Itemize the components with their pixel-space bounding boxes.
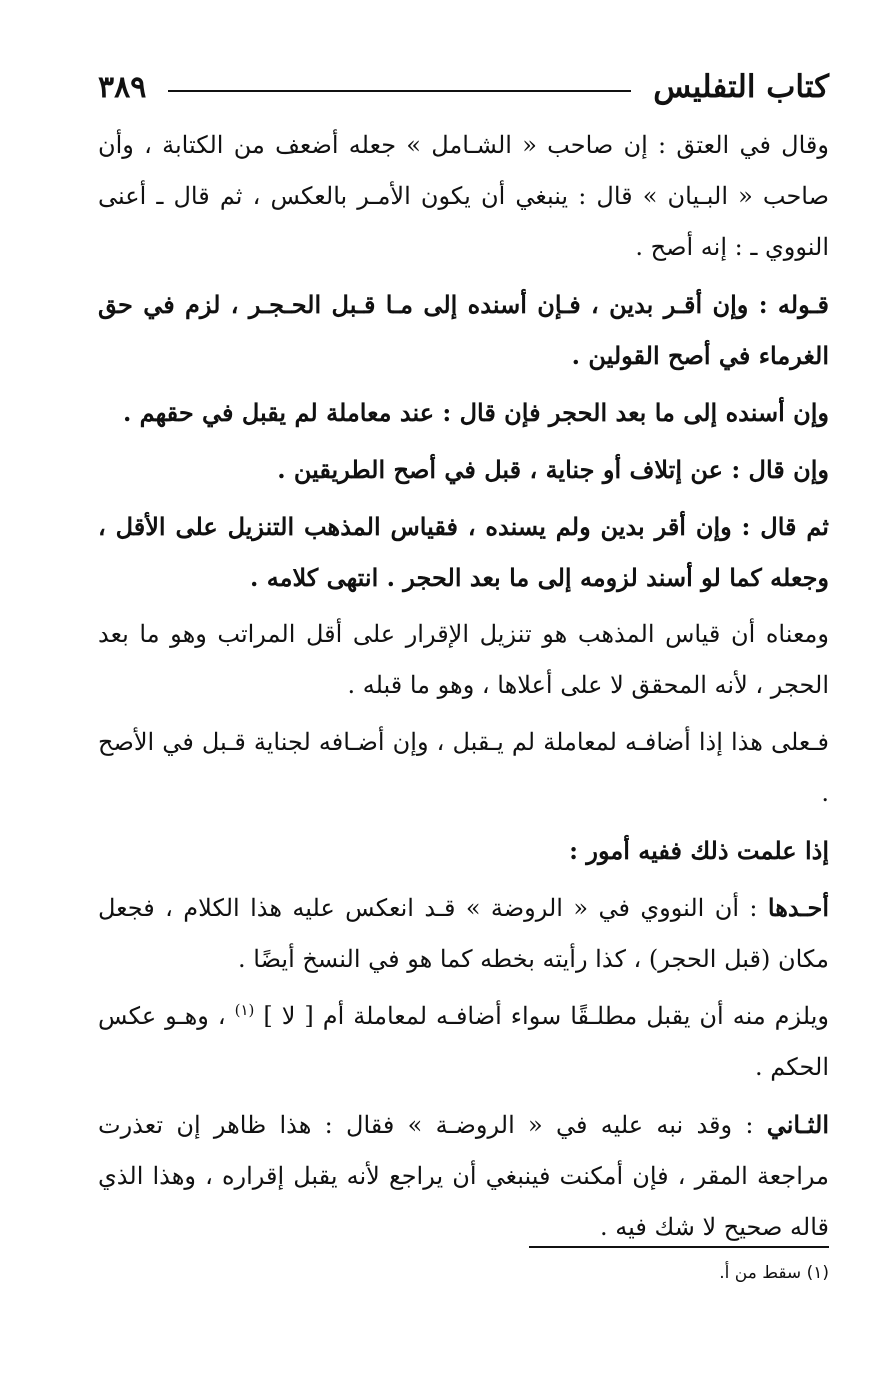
paragraph-text: ثم قال : وإن أقر بدين ولم يسنده ، فقياس المذهب التنزيل على الأقل ، وجعله كما لو أسند لزومه إلى ما بعد الحجر . انتهى كلامه . xyxy=(98,512,829,592)
paragraph-8 xyxy=(98,825,829,876)
paragraph-text: : وقد نبه عليه في « الروضـة » فقال : هذا ظاهر إن تعذرت مراجعة المقر ، فإن أمكنت فينبغي أن يراجع لأنه يقبل إقراره ، وهذا الذي قاله صحيح لا شك فيه . xyxy=(98,1111,829,1241)
paragraph-text: إذا علمت ذلك ففيه أمور : xyxy=(569,836,829,865)
paragraph-3 xyxy=(98,387,829,438)
paragraph-text: وإن أسنده إلى ما بعد الحجر فإن قال : عند معاملة لم يقبل في حقهم . xyxy=(122,398,829,427)
paragraph-text: ويلزم منه أن يقبل مطلـقًا سواء أضافـه لمعاملة أم [ لا ] xyxy=(254,1002,829,1030)
running-title: كتاب التفليس xyxy=(653,69,829,105)
paragraph-2 xyxy=(98,279,829,381)
paragraph-11 xyxy=(98,1099,829,1253)
paragraph-10 xyxy=(98,991,829,1093)
paragraph-text: ومعناه أن قياس المذهب هو تنزيل الإقرار على أقل المراتب وهو ما بعد الحجر ، لأنه المحقق لا على أعلاها ، وهو ما قبله . xyxy=(98,620,829,699)
footnote: (١) سقط من أ. xyxy=(719,1263,829,1283)
header-rule xyxy=(168,90,631,92)
paragraph-9 xyxy=(98,882,829,985)
paragraph-lead: الثـاني xyxy=(766,1110,829,1139)
paragraph-text: وإن قال : عن إتلاف أو جناية ، قبل في أصح الطريقين . xyxy=(277,455,829,484)
paragraph-6 xyxy=(98,609,829,711)
page-number: ٣٨٩ xyxy=(98,69,147,105)
paragraph-text: وقال في العتق : إن صاحب « الشـامل » جعله أضعف من الكتابة ، وأن صاحب « البـيان » قال : ينبغي أن يكون الأمـر بالعكس ، ثم قال ـ أعنى النووي ـ : إنه أصح . xyxy=(98,131,829,261)
footnote-rule xyxy=(529,1246,829,1248)
page-body xyxy=(98,120,829,1259)
paragraph-text: قـوله : وإن أقـر بدين ، فـإن أسنده إلى مـا قـبل الحـجـر ، لزم في حق الغرماء في أصح القولين . xyxy=(98,290,829,370)
paragraph-4 xyxy=(98,444,829,495)
paragraph-lead: أحـدها xyxy=(767,893,829,922)
paragraph-5 xyxy=(98,501,829,603)
footnote-reference[interactable]: (١) xyxy=(234,1001,255,1019)
paragraph-7 xyxy=(98,717,829,819)
paragraph-1 xyxy=(98,120,829,273)
paragraph-text: فـعلى هذا إذا أضافـه لمعاملة لم يـقبل ، وإن أضـافه لجناية قـبل في الأصح . xyxy=(98,728,829,807)
page-header xyxy=(98,62,829,112)
paragraph-text: : أن النووي في « الروضة » قـد انعكس عليه هذا الكلام ، فجعل مكان (قبل الحجر) ، كذا رأيته بخطه كما هو في النسخ أيضًا . xyxy=(98,894,829,973)
paragraph-text: ، وهـو عكس الحكم . xyxy=(98,1002,829,1081)
